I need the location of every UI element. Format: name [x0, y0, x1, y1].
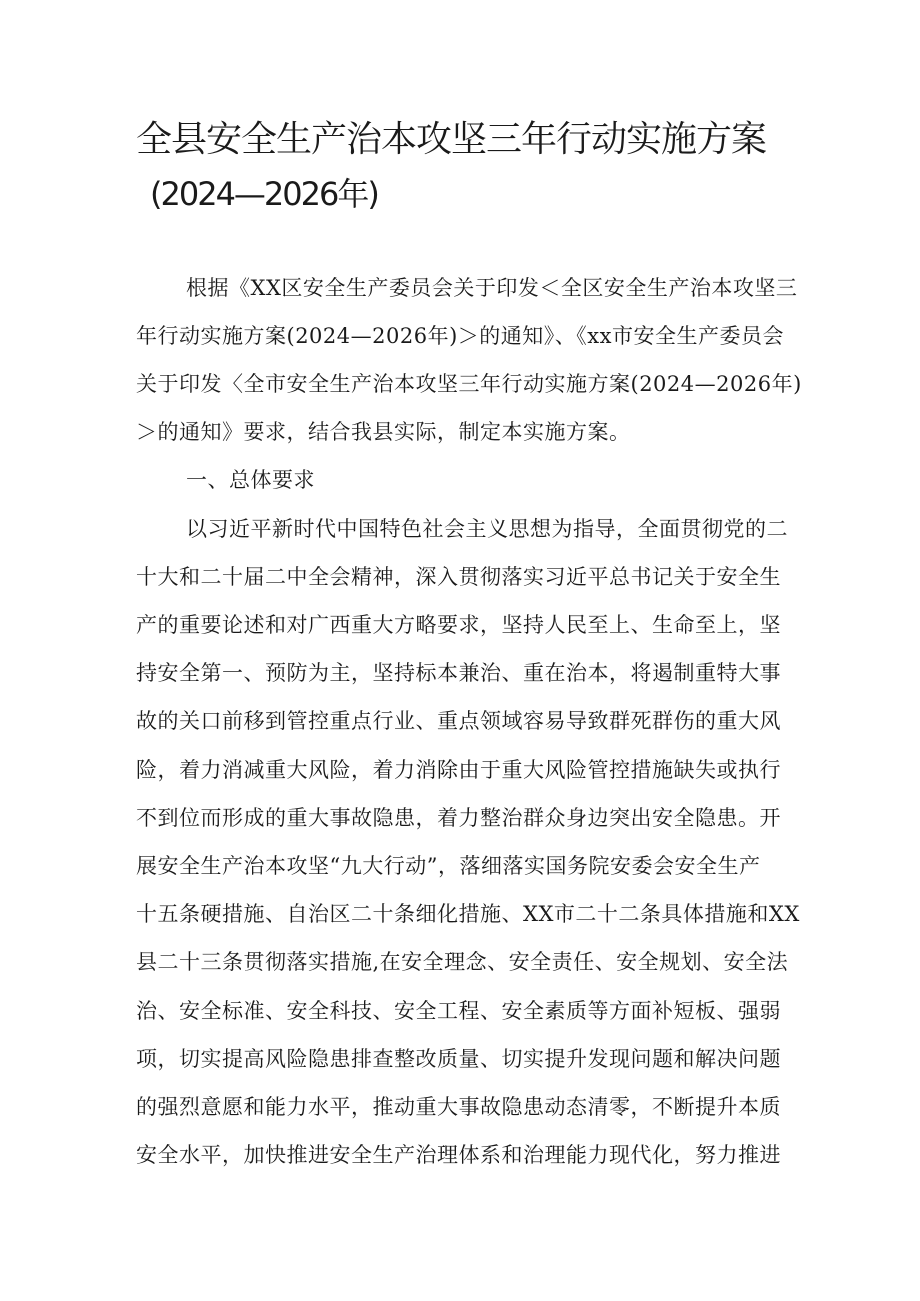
section-heading: 一、总体要求: [186, 468, 315, 492]
body-line: 安全水平，加快推进安全生产治理体系和治理能力现代化，努力推进: [136, 1143, 781, 1167]
body-line: 治、安全标准、安全科技、安全工程、安全素质等方面补短板、强弱: [136, 999, 781, 1023]
body-line: 险，着力消减重大风险，着力消除由于重大风险管控措施缺失或执行: [136, 758, 781, 782]
body-line: 不到位而形成的重大事故隐患，着力整治群众身边突出安全隐患。开: [136, 806, 781, 830]
body-line: 项，切实提高风险隐患排查整改质量、切实提升发现问题和解决问题: [136, 1047, 781, 1071]
document-subtitle: (2024—2026年): [150, 175, 378, 213]
body-line: 的强烈意愿和能力水平，推动重大事故隐患动态清零，不断提升本质: [136, 1095, 781, 1119]
body-line: 持安全第一、预防为主，坚持标本兼治、重在治本，将遏制重特大事: [136, 661, 781, 685]
body-line: 根据《XX区安全生产委员会关于印发＜全区安全生产治本攻坚三: [186, 276, 798, 300]
body-line: 以习近平新时代中国特色社会主义思想为指导，全面贯彻党的二: [186, 517, 788, 541]
body-line: 十五条硬措施、自治区二十条细化措施、XX市二十二条具体措施和XX: [136, 902, 800, 926]
body-line: 年行动实施方案(2024—2026年)＞的通知》、《xx市安全生产委员会: [136, 324, 784, 348]
body-line: ＞的通知》要求，结合我县实际，制定本实施方案。: [136, 420, 631, 444]
document-title: 全县安全生产治本攻坚三年行动实施方案: [136, 119, 767, 160]
body-line: 县二十三条贯彻落实措施,在安全理念、安全责任、安全规划、安全法: [136, 950, 789, 974]
body-line: 十大和二十届二中全会精神，深入贯彻落实习近平总书记关于安全生: [136, 565, 781, 589]
body-line: 产的重要论述和对广西重大方略要求，坚持人民至上、生命至上，坚: [136, 613, 781, 637]
body-line: 展安全生产治本攻坚“九大行动”，落细落实国务院安委会安全生产: [136, 854, 761, 878]
body-line: 关于印发〈全市安全生产治本攻坚三年行动实施方案(2024—2026年): [136, 372, 802, 396]
body-line: 故的关口前移到管控重点行业、重点领域容易导致群死群伤的重大风: [136, 709, 781, 733]
